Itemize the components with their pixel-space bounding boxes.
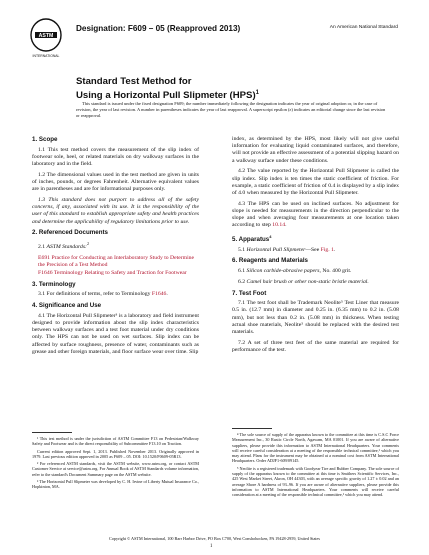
astm-logo: [30, 18, 62, 60]
paragraph-7-2: 7.2 A set of three test feet of the same material are required for performance of the test.: [232, 339, 399, 353]
footnote-divider-right: [232, 428, 272, 429]
left-column: [32, 136, 199, 359]
paragraph-4-1: 4.1 The Horizontal Pull Slipmeter³ is a laboratory and field instrument designed to provide information about the slip index characteristics between walkway surfaces and a test foot material under dry conditions only. The HPS can not be used on wet surfaces. Slip index can be affected by surface roughness, presence of water, contaminants such as grease and other foreign materials, and floor surface wear over time. Slip: [32, 312, 199, 355]
paragraph-5-1: 5.1 Horizontal Pull Slipmeter—See Fig. 1.: [238, 246, 336, 253]
association-label: An American National Standard: [329, 25, 398, 30]
reference-e691: E691 Practice for Conducting an Interlaboratory Study to Determine the Precision of a Test Method: [38, 254, 195, 268]
footnote-divider-left: [32, 432, 72, 433]
reference-f1646: F1646 Terminology Relating to Safety and Traction for Footwear: [38, 269, 187, 276]
right-column: [232, 136, 399, 358]
footnotes-right: [232, 432, 399, 500]
footnote-5: ⁵ Neolite is a registered trademark with Goodyear Tire and Rubber Company. The sole source of supply of the apparatus known to the committee at this time is Smithers Scientific Services, Inc., 425 West Market Street, Akron, OH 44303, with an average specific gravity of 1.27 ± 0.02 and an average Shore A hardness of 93–96. If you are aware of alternative suppliers, please provide this information to ASTM International Headquarters. Your comments will receive careful consideration at a meeting of the responsible technical committee,¹ which you may attend.: [232, 465, 399, 498]
paragraph-4-2: 4.2 The value reported by the Horizontal Pull Slipmeter is called the slip index. Slip index is ten times the static coefficient of friction. For example, a static coefficient of friction of 0.4 is displayed by a slip index of 4.0 when measured by the Horizontal Pull Slipmeter.: [232, 168, 399, 196]
footnote-2: ² For referenced ASTM standards, visit the ASTM website, www.astm.org, or contact ASTM Customer Service at service@astm.org. For Annual Book of ASTM Standards volume information, refer to the standard's Document Summary page on the ASTM website.: [32, 461, 199, 477]
page-title: [76, 76, 259, 101]
footnote-1-edition: Current edition approved Sept. 1, 2013. Published November 2013. Originally approved in 1979. Last previous edition approved in 2005 as F609 – 05. DOI: 10.1520/F0609-05R13.: [32, 448, 199, 459]
paragraph-6-2: 6.2 Camel hair brush or other non-static bristle material.: [238, 278, 369, 285]
link-fig-1[interactable]: Fig. 1: [320, 246, 334, 253]
page-number: 1: [210, 544, 213, 549]
paragraph-2-1: 2.1 ASTM Standards:$^2$: [38, 240, 89, 250]
paragraph-7-1: 7.1 The test foot shall be Trademark Neolite⁵ Test Liner that measure 0.5 in. (12.7 mm) in diameter and 0.25 in. (6.35 mm) to 0.2 in. (5.08 mm), but not less than 0.2 in. (5.08 mm) in thickness. When testing actual shoe materials, Neolite⁵ should be replaced with the desired test materials.: [232, 300, 399, 336]
link-e691[interactable]: E691: [38, 254, 51, 261]
footnote-3: ³ The Horizontal Pull Slipmeter was developed by C. H. Irvine of Liberty Mutual Insurance Co., Hopkinton, MA.: [32, 479, 199, 490]
copyright-notice: Copyright © ASTM International, 100 Barr Harbor Drive, PO Box C700, West Conshohocken, PA 19428-2959, United States: [109, 536, 320, 541]
paragraph-1-2: 1.2 The dimensional values used in the test method are given in units of inches, pounds, or degrees Fahrenheit. Alternative equivalent values are in parentheses and are for informational purposes only.: [32, 171, 199, 193]
paragraph-1-3: 1.3 This standard does not purport to address all of the safety concerns, if any, associated with its use. It is the responsibility of the user of this standard to establish appropriate safety and health practices and determine the applicability of regulatory limitations prior to use.: [32, 196, 199, 225]
section-heading-terminology: 3. Terminology: [32, 280, 76, 288]
section-heading-reagents: 6. Reagents and Materials: [232, 257, 308, 265]
logo-subtext: INTERNATIONAL: [32, 54, 60, 58]
issuance-notice: This standard is issued under the fixed designation F609; the number immediately following the designation indicates the year of original adoption or, in the case of revision, the year of last revision. A number in parentheses indicates the year of last reapproval. A superscript epsilon (ε) indicates an editorial change since the last revision or reapproval.: [76, 101, 386, 119]
footnote-1: ¹ This test method is under the jurisdiction of ASTM Committee F13 on Pedestrian/Walkway Safety and Footwear and is the direct responsibility of Subcommittee F13.10 on Traction.: [32, 436, 199, 447]
link-f1646[interactable]: F1646: [38, 269, 53, 276]
designation: Designation: F609 – 05 (Reapproved 2013): [76, 24, 241, 33]
link-terminology-f1646[interactable]: F1646: [151, 291, 167, 298]
footnote-4: ⁴ The sole source of supply of the apparatus known to the committee at this time is C.S.C Force Measurement Inc., 30 Rustic Circle North, Agawam, MA 01001. If you are aware of alternative suppliers, please provide this information to ASTM International Headquarters. Your comments will receive careful consideration at a meeting of the responsible technical committee,¹ which you may attend. Plans for the instrument may be obtained at a nominal cost from ASTM International Headquarters. Order ADJF1-609/09145.: [232, 432, 399, 464]
section-heading-referenced-documents: 2. Referenced Documents: [32, 229, 108, 237]
section-heading-significance: 4. Significance and Use: [32, 302, 102, 310]
section-heading-apparatus: 5. Apparatus$^4$: [232, 233, 272, 243]
paragraph-1-1: 1.1 This test method covers the measurement of the slip index of footwear sole, heel, or related materials on dry walkway surfaces in the laboratory and in the field.: [32, 146, 199, 168]
footnotes-left: [32, 436, 199, 492]
link-step-10-14[interactable]: 10.14: [272, 222, 286, 229]
section-heading-test-foot: 7. Test Foot: [232, 289, 267, 297]
paragraph-4-1-continued: index, as determined by the HPS, most likely will not give useful information for evaluating liquid contaminated surfaces, and therefore, will not provide an effective assessment of a potential slipping hazard on a walkway surface under these conditions.: [232, 136, 399, 164]
paragraph-4-3: 4.3 The HPS can be used on inclined surfaces. No adjustment for slope is needed for measurements in the direction perpendicular to the slope and when averaging four measurements at one location taken according to step 10.14.: [232, 200, 399, 229]
paragraph-6-1: 6.1 Silicon carbide-abrasive papers, No. 400 grit.: [238, 268, 352, 275]
title-line-2: Using a Horizontal Pull Slipmeter (HPS)$^1$: [76, 89, 259, 101]
title-line-1: Standard Test Method for: [76, 76, 192, 87]
paragraph-3-1: 3.1 For definitions of terms, refer to Terminology F1646.: [38, 291, 168, 298]
section-heading-scope: 1. Scope: [32, 136, 58, 143]
logo-text: ASTM: [38, 33, 54, 39]
